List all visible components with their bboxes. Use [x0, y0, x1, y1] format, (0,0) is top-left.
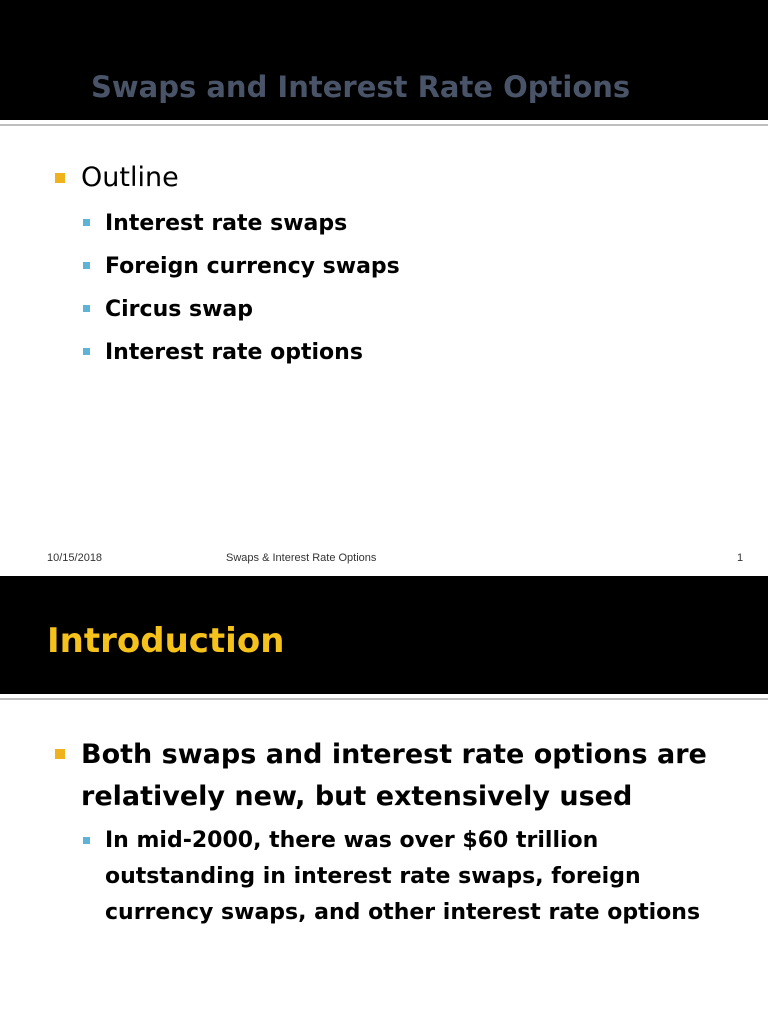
list-item: [55, 202, 745, 245]
small-square-bullet-icon: [83, 348, 90, 355]
footer-title: Swaps & Interest Rate Options: [226, 552, 377, 564]
list-item: [55, 823, 745, 931]
title-divider: [0, 698, 768, 700]
slide-title: Swaps and Interest Rate Options: [91, 70, 631, 104]
outline-list: [55, 158, 745, 374]
list-item: [55, 331, 745, 374]
footer-date: 10/15/2018: [47, 552, 103, 564]
list-item-text: Both swaps and interest rate options are relatively new, but extensively used: [81, 739, 707, 812]
small-square-bullet-icon: [83, 262, 90, 269]
list-item: [55, 734, 745, 818]
list-item: [55, 288, 745, 331]
square-bullet-icon: [55, 749, 65, 759]
outline-heading: [55, 158, 745, 198]
slide-2: [0, 576, 768, 1024]
list-item-text: In mid-2000, there was over $60 trillion outstanding in interest rate swaps, foreign currency swaps, and other interest rate options: [105, 828, 701, 925]
list-item-text: Interest rate swaps: [105, 211, 348, 236]
list-item-text: Circus swap: [105, 297, 254, 322]
slide-title: Introduction: [47, 621, 285, 661]
list-item-text: Foreign currency swaps: [105, 254, 400, 279]
page-number: 1: [737, 552, 744, 564]
small-square-bullet-icon: [83, 219, 90, 226]
list-item-text: Interest rate options: [105, 340, 363, 365]
content-list: [55, 734, 745, 931]
list-item: [55, 245, 745, 288]
small-square-bullet-icon: [83, 305, 90, 312]
title-divider: [0, 124, 768, 126]
small-square-bullet-icon: [83, 837, 90, 844]
outline-label: Outline: [81, 162, 179, 193]
square-bullet-icon: [55, 173, 65, 183]
